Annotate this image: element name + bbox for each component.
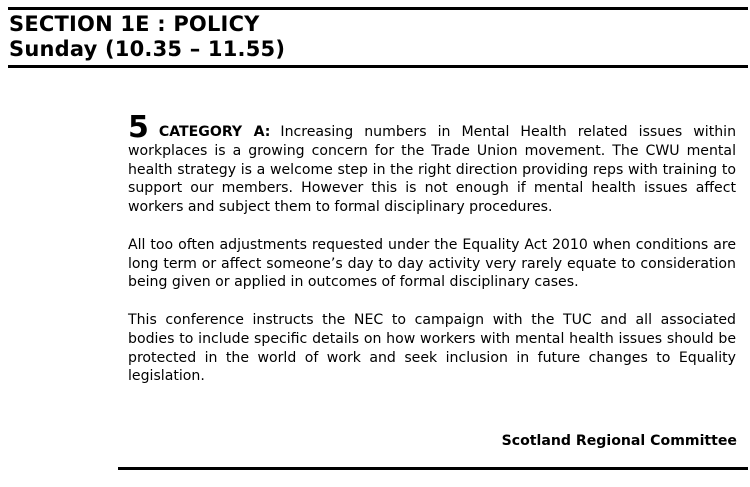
motion-proposer: Scotland Regional Committee <box>501 433 737 449</box>
bottom-rule <box>118 467 748 470</box>
motion-number: 5 <box>128 110 149 145</box>
motion-body <box>128 110 737 386</box>
motion-category: CATEGORY A: <box>158 124 271 140</box>
motion-paragraph: This conference instructs the NEC to campaign with the TUC and all associated bodies to include specific details on how workers with mental health issues should be protected in the world of work and seek inclusion in future changes to Equality legislation. <box>128 311 736 385</box>
motion-paragraph <box>128 110 737 217</box>
motion-text: Increasing numbers in Mental Health related issues within workplaces is a growing concern for the Trade Union movement. The CWU mental health strategy is a welcome step in the right direction providing reps with training to support our members. However this is not enough if mental health issues affect workers and subject them to formal disciplinary procedures. <box>128 124 737 216</box>
motion-paragraph: All too often adjustments requested under the Equality Act 2010 when conditions are long term or affect someone’s day to day activity very rarely equate to consideration being given or applied in outcomes of formal disciplinary cases. <box>128 236 736 291</box>
header-rule <box>8 65 748 68</box>
section-header <box>9 12 285 62</box>
top-rule <box>8 7 748 10</box>
session-time: Sunday (10.35 – 11.55) <box>9 37 286 61</box>
section-title: SECTION 1E : POLICY <box>9 12 260 36</box>
